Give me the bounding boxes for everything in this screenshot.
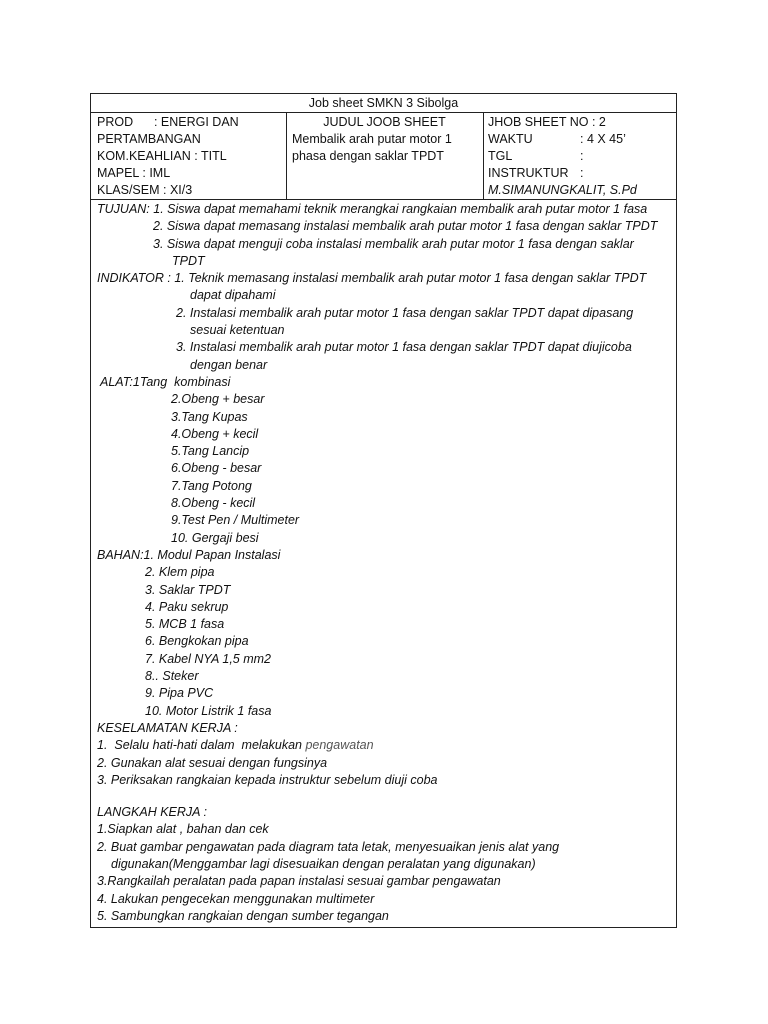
alat-item: 2.Obeng + besar: [171, 392, 265, 407]
bahan-item: 10. Motor Listrik 1 fasa: [145, 703, 272, 718]
tujuan-line-2: 2. Siswa dapat memasang instalasi membalik arah putar motor 1 fasa dengan saklar TPDT: [153, 219, 658, 234]
bahan-item: 7. Kabel NYA 1,5 mm2: [145, 651, 271, 666]
alat-item: 7.Tang Potong: [171, 478, 252, 493]
bahan-item: 6. Bengkokan pipa: [145, 634, 249, 649]
job-title-line-2: phasa dengan saklar TPDT: [292, 149, 444, 163]
tgl-row: [488, 148, 676, 165]
instruktur-value: :: [580, 166, 584, 180]
bahan-item: 3. Saklar TPDT: [145, 582, 231, 597]
instructor-name: M.SIMANUNGKALIT, S.Pd: [488, 183, 637, 197]
indikator-line-5: 3. Instalasi membalik arah putar motor 1 fasa dengan saklar TPDT dapat diujicoba: [176, 340, 632, 355]
sheet-body: [91, 200, 676, 927]
job-title-line-1: Membalik arah putar motor 1: [292, 132, 452, 146]
waktu-value: : 4 X 45’: [580, 132, 626, 146]
kom-keahlian: KOM.KEAHLIAN : TITL: [97, 149, 227, 163]
langkah-item: 5. Sambungkan rangkaian dengan sumber tegangan: [97, 908, 389, 923]
alat-item: 5.Tang Lancip: [171, 444, 250, 459]
alat-item: 3.Tang Kupas: [171, 409, 248, 424]
langkah-heading: LANGKAH KERJA :: [97, 805, 207, 820]
keselamatan-item-1: [97, 737, 672, 754]
alat-item: 9.Test Pen / Multimeter: [171, 513, 300, 528]
bahan-item: 2. Klem pipa: [145, 565, 215, 580]
indikator-line-6: dengan benar: [190, 357, 268, 372]
bahan-line-1: BAHAN:1. Modul Papan Instalasi: [97, 547, 281, 562]
langkah-item: 3.Rangkailah peralatan pada papan instalasi sesuai gambar pengawatan: [97, 874, 501, 889]
alat-item: 10. Gergaji besi: [171, 530, 259, 545]
tujuan-line-4: TPDT: [172, 253, 205, 268]
prod-line: PROD : ENERGI DAN: [97, 115, 239, 129]
langkah-item: 2. Buat gambar pengawatan pada diagram tata letak, menyesuaikan jenis alat yang: [97, 839, 560, 854]
instruktur-row: [488, 165, 676, 182]
keselamatan-item: 3. Periksakan rangkaian kepada instruktur sebelum diuji coba: [97, 772, 438, 787]
section-spacer: [97, 789, 672, 804]
indikator-line-2: dapat dipahami: [190, 288, 276, 303]
indikator-line-3: 2. Instalasi membalik arah putar motor 1 fasa dengan saklar TPDT dapat dipasang: [176, 305, 634, 320]
bahan-item: 5. MCB 1 fasa: [145, 617, 225, 632]
alat-item: 4.Obeng + kecil: [171, 426, 259, 441]
tujuan-line-3: 3. Siswa dapat menguji coba instalasi membalik arah putar motor 1 fasa dengan saklar: [153, 236, 634, 251]
sheet-title: Job sheet SMKN 3 Sibolga: [91, 94, 676, 113]
instruktur-label: INSTRUKTUR: [488, 166, 569, 180]
indikator-line-4: sesuai ketentuan: [190, 323, 285, 338]
keselamatan-item-1-text: 1. Selalu hati-hati dalam melakukan: [97, 738, 306, 753]
program-info-cell: [91, 113, 287, 199]
job-sheet-table: [90, 93, 677, 928]
bahan-item: 8.. Steker: [145, 669, 199, 684]
bahan-item: 4. Paku sekrup: [145, 599, 229, 614]
tgl-label: TGL: [488, 149, 513, 163]
mapel: MAPEL : IML: [97, 166, 171, 180]
prod-line-cont: PERTAMBANGAN: [97, 132, 201, 146]
waktu-row: [488, 131, 676, 148]
langkah-item-cont: digunakan(Menggambar lagi disesuaikan dengan peralatan yang digunakan): [111, 856, 536, 871]
keselamatan-item-1-highlight: pengawatan: [305, 738, 374, 753]
keselamatan-item: 2. Gunakan alat sesuai dengan fungsinya: [97, 755, 328, 770]
indikator-line-1: INDIKATOR : 1. Teknik memasang instalasi membalik arah putar motor 1 fasa dengan saklar TPDT: [97, 271, 647, 286]
klas-sem: KLAS/SEM : XI/3: [97, 183, 193, 197]
sheet-meta-cell: [484, 113, 676, 199]
job-title-heading: JUDUL JOOB SHEET: [323, 115, 446, 129]
tujuan-line-1: TUJUAN: 1. Siswa dapat memahami teknik merangkai rangkaian membalik arah putar motor 1 fasa: [97, 202, 648, 216]
keselamatan-heading: KESELAMATAN KERJA :: [97, 720, 238, 735]
langkah-item: 1.Siapkan alat , bahan dan cek: [97, 822, 269, 837]
alat-item: 6.Obeng - besar: [171, 461, 262, 476]
tgl-value: :: [580, 149, 584, 163]
alat-line-1: ALAT:1Tang kombinasi: [97, 374, 231, 389]
waktu-label: WAKTU: [488, 132, 533, 146]
job-title-cell: [287, 113, 484, 199]
sheet-number: JHOB SHEET NO : 2: [488, 115, 606, 129]
alat-item: 8.Obeng - kecil: [171, 496, 256, 511]
langkah-item: 4. Lakukan pengecekan menggunakan multimeter: [97, 891, 375, 906]
header-row: [91, 113, 676, 200]
bahan-item: 9. Pipa PVC: [145, 686, 214, 701]
